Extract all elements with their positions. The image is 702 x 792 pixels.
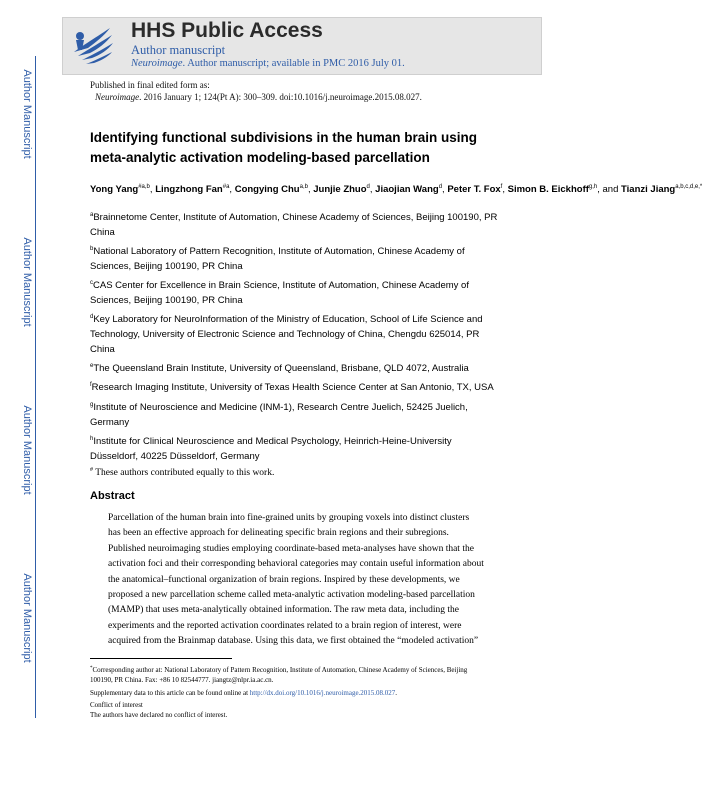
citation-details: . 2016 January 1; 124(Pt A): 300–309. doi:10.1016/j.neuroimage.2015.08.027. bbox=[139, 92, 422, 102]
author: Peter T. Fox$^f$ bbox=[447, 184, 503, 195]
sidebar-label-author-manuscript: Author Manuscript bbox=[21, 237, 33, 327]
sidebar-label-author-manuscript: Author Manuscript bbox=[21, 573, 33, 663]
abstract-line: Parcellation of the human brain into fine-grained units by grouping voxels into distinct clusters bbox=[108, 513, 470, 523]
affiliation: $^g$Institute of Neuroscience and Medicine (INM-1), Research Centre Juelich, 52425 Juelich, Germany bbox=[90, 402, 468, 428]
paper-title-line: meta-analytic activation modeling-based parcellation bbox=[90, 150, 430, 165]
author: Simon B. Eickhoff$^{g,h}$ bbox=[507, 184, 598, 195]
abstract-line: (MAMP) that uses meta-analytically obtained information. The raw meta data, including the bbox=[108, 605, 459, 616]
supplementary-footnote: Supplementary data to this article can be found online at http://dx.doi.org/10.1016/j.neuroimage.2015.08.027. bbox=[90, 689, 398, 697]
author: Tianzi Jiang$^{a,b,c,d,e,*}$ bbox=[621, 184, 702, 195]
author: Junjie Zhuo$^d$ bbox=[313, 184, 370, 195]
author: Congying Chu$^{a,b}$ bbox=[234, 184, 308, 195]
published-form-label: Published in final edited form as: bbox=[90, 80, 210, 90]
hhs-public-access-title: HHS Public Access bbox=[131, 19, 323, 42]
abstract-line: proposed a new parcellation scheme called meta-analytic activation modeling-based parcellation bbox=[108, 590, 475, 601]
abstract-line: has been an effective approach for delineating specific brain regions and their subregions. bbox=[108, 528, 449, 539]
author: Jiaojian Wang$^d$ bbox=[375, 184, 443, 195]
affiliation: $^f$Research Imaging Institute, University of Texas Health Science Center at San Antonio, TX, USA bbox=[90, 382, 494, 393]
author-list: Yong Yang$^{\#a,b}$, Lingzhong Fan$^{\#a}$, Congying Chu$^{a,b}$, Junjie Zhuo$^d$, Jiaojian Wang$^d$, Peter T. Fox$^f$, Simon B. Eickhoff$^{g,h}$, and Tianzi Jiang$^{a,b,c,d,e,*}$ bbox=[90, 184, 702, 195]
citation-journal: Neuroimage bbox=[95, 92, 140, 102]
affiliation: $^e$The Queensland Brain Institute, University of Queensland, Brisbane, QLD 4072, Australia bbox=[90, 363, 469, 374]
affiliation: $^c$CAS Center for Excellence in Brain Science, Institute of Automation, Chinese Academy of Sciences, Beijing 100190, PR China bbox=[90, 280, 469, 306]
equal-contribution-note: # These authors contributed equally to this work. bbox=[90, 467, 275, 478]
corresponding-author-footnote: *Corresponding author at: National Laboratory of Pattern Recognition, Institute of Automation, Chinese Academy of Sciences, Beijing 100190, PR China. Fax: +86 10 82544777. jiangtz@nlpr.ia.ac.cn. bbox=[90, 666, 468, 684]
paper-title-line: Identifying functional subdivisions in the human brain using bbox=[90, 130, 478, 145]
footnote-divider bbox=[90, 658, 232, 659]
conflict-heading: Conflict of interest bbox=[90, 701, 143, 709]
affiliation: $^a$Brainnetome Center, Institute of Automation, Chinese Academy of Sciences, Beijing 100190, PR China bbox=[90, 212, 498, 238]
affiliation: $^h$Institute for Clinical Neuroscience and Medical Psychology, Heinrich-Heine-University Düsseldorf, 40225 Düsseldorf, Germany bbox=[90, 436, 452, 462]
author-manuscript-subtitle: Author manuscript bbox=[131, 43, 226, 57]
sidebar-label-author-manuscript: Author Manuscript bbox=[21, 69, 33, 159]
abstract-line: experiments and the reported activation coordinates related to a brain region of interest, were bbox=[108, 620, 462, 631]
journal-name: Neuroimage bbox=[131, 58, 183, 69]
supplementary-link[interactable]: http://dx.doi.org/10.1016/j.neuroimage.2015.08.027 bbox=[249, 689, 396, 697]
abstract-line: Published neuroimaging studies employing coordinate-based meta-analyses have shown that the bbox=[108, 543, 474, 554]
author: Yong Yang$^{\#a,b}$ bbox=[90, 184, 150, 195]
hhs-eagle-icon bbox=[70, 22, 116, 68]
paper-title bbox=[90, 128, 530, 168]
abstract-body bbox=[108, 511, 518, 650]
affiliation: $^b$National Laboratory of Pattern Recognition, Institute of Automation, Chinese Academy of Sciences, Beijing 100190, PR China bbox=[90, 246, 465, 272]
pmc-availability-line bbox=[131, 58, 405, 69]
availability-text: . Author manuscript; available in PMC 2016 July 01. bbox=[182, 58, 405, 69]
citation-line bbox=[95, 92, 422, 102]
sidebar-rule bbox=[35, 56, 36, 718]
sidebar-label-author-manuscript: Author Manuscript bbox=[21, 405, 33, 495]
affiliation: $^d$Key Laboratory for NeuroInformation of the Ministry of Education, School of Life Science and Technology, University of Electronic Science and Technology of China, Chengdu 625014, PR China bbox=[90, 314, 483, 355]
abstract-heading: Abstract bbox=[90, 490, 135, 502]
abstract-line: the anatomical–functional organization of brain regions. Inspired by these developments, we bbox=[108, 574, 460, 585]
author: Lingzhong Fan$^{\#a}$ bbox=[155, 184, 230, 195]
abstract-line: activation foci and their corresponding behavioral categories may contain useful information about bbox=[108, 559, 484, 570]
conflict-statement: The authors have declared no conflict of interest. bbox=[90, 711, 228, 719]
abstract-line: acquired from the Brainmap database. Using this data, we first obtained the “modeled activation” bbox=[108, 636, 479, 647]
